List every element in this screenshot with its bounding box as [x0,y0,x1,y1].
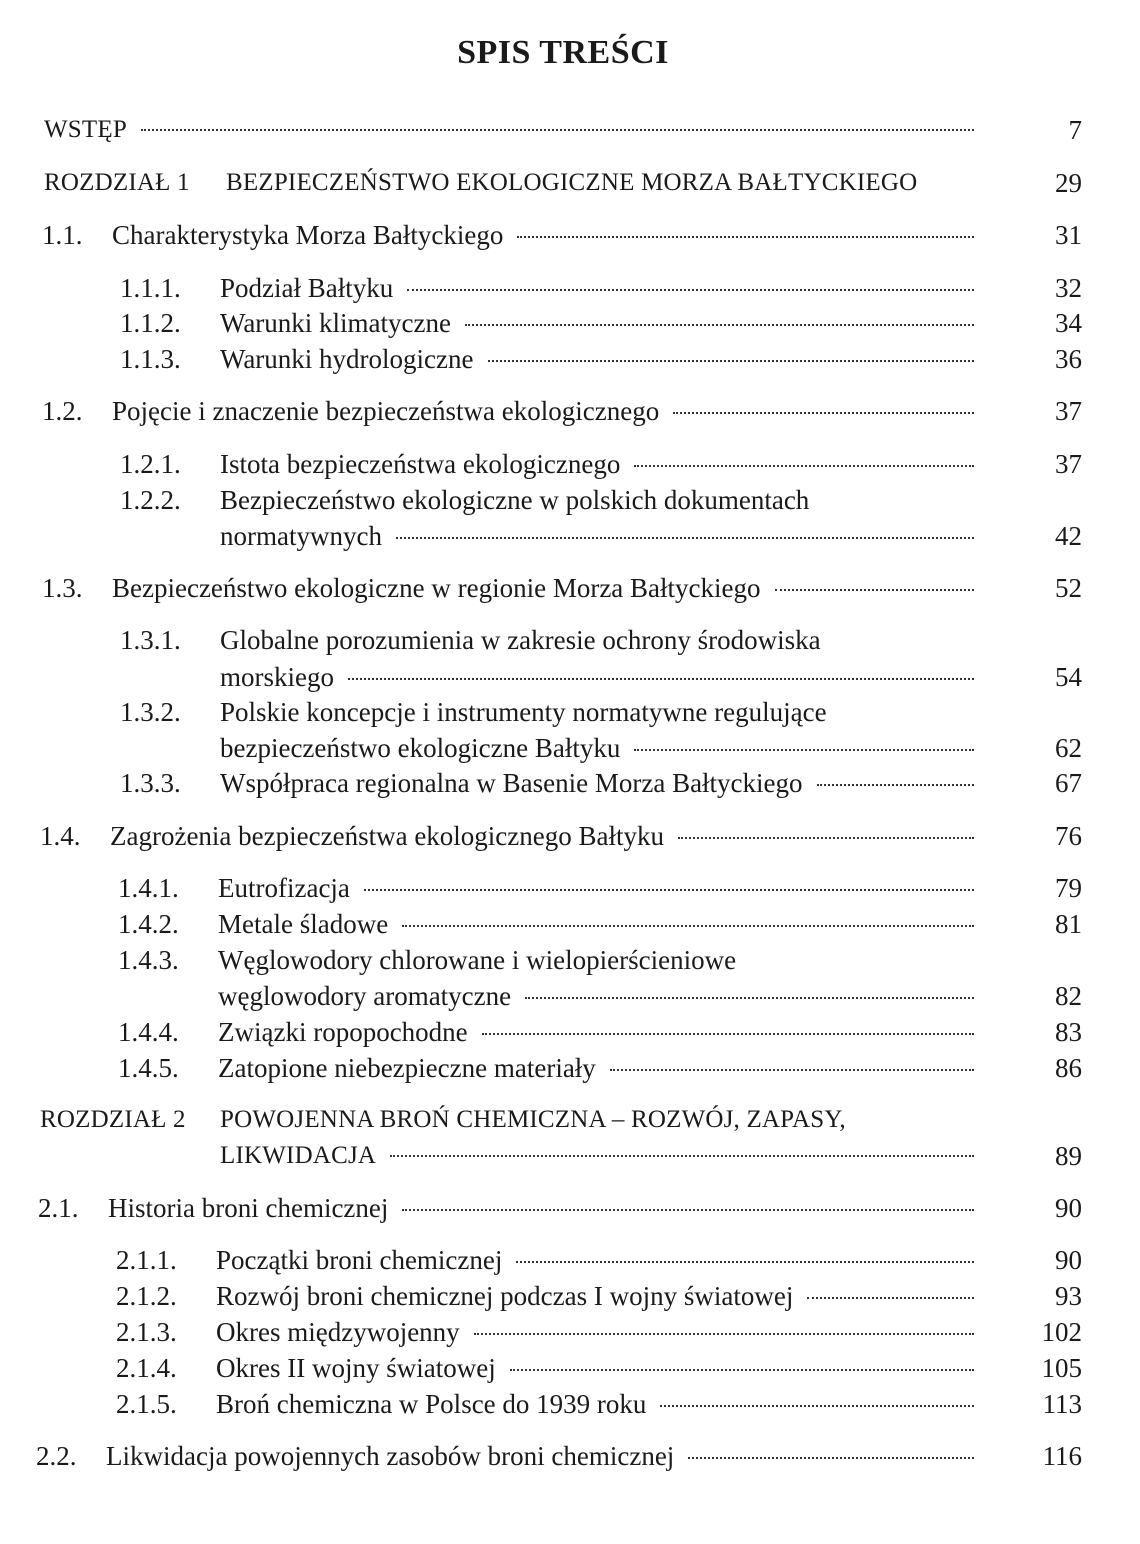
dot-leader [807,1297,974,1299]
dot-leader [525,997,974,999]
page-number: 90 [1055,1245,1082,1275]
page-number: 76 [1055,821,1082,851]
page-number: 37 [1055,449,1082,479]
dot-leader [673,412,974,414]
toc-entry-subsection[interactable] [120,694,982,730]
page-number: 67 [1055,768,1082,798]
dot-leader [517,236,974,238]
toc-entry-section[interactable] [36,1438,982,1474]
entry-text: Pojęcie i znaczenie bezpieczeństwa ekologicznego [112,396,660,426]
page-number: 31 [1055,220,1082,250]
page-number: 36 [1055,344,1082,374]
entry-text: Likwidacja powojennych zasobów broni chemicznej [106,1441,675,1471]
entry-number: 1.2. [42,396,83,426]
page-number: 105 [1041,1353,1082,1383]
toc-entry-subsection[interactable] [120,482,982,518]
page-number: 42 [1055,521,1082,551]
toc-entry-section[interactable] [42,393,982,429]
entry-number: 1.1. [42,220,83,250]
entry-text: Okres II wojny światowej [216,1353,496,1383]
dot-leader [610,1069,974,1071]
page-number: 54 [1055,662,1082,692]
entry-number: 1.1.1. [120,273,181,303]
toc-entry-subsection[interactable] [116,1314,982,1350]
entry-text-continued: węglowodory aromatyczne [218,981,512,1011]
entry-number: 1.2.1. [120,449,181,479]
toc-entry-subsection[interactable] [120,446,982,482]
entry-number: 1.2.2. [120,485,181,515]
entry-text: WSTĘP [44,116,127,143]
page-number: 81 [1055,909,1082,939]
entry-number: 2.1.4. [116,1353,177,1383]
entry-text: Warunki klimatyczne [220,308,451,338]
dot-leader [348,678,974,680]
entry-number: 2.1.3. [116,1317,177,1347]
toc-entry-subsection[interactable] [120,622,982,658]
entry-text: Broń chemiczna w Polsce do 1939 roku [216,1389,647,1419]
entry-text: BEZPIECZEŃSTWO EKOLOGICZNE MORZA BAŁTYCKIEGO [226,169,918,196]
dot-leader [488,360,975,362]
toc-entry-section[interactable] [42,570,982,606]
page-number: 79 [1055,873,1082,903]
dot-leader [402,1209,974,1211]
page-number: 29 [1055,168,1082,198]
toc-entry-chapter-2[interactable] [40,1102,982,1138]
toc-entry-continuation[interactable] [218,978,982,1014]
page-number: 83 [1055,1017,1082,1047]
page-number: 7 [1068,115,1082,145]
toc-entry-subsection[interactable] [120,270,982,306]
dot-leader [465,324,974,326]
toc-entry-continuation[interactable] [220,659,982,695]
toc-entry-subsection[interactable] [118,942,982,978]
dot-leader [775,589,974,591]
page-number: 52 [1055,573,1082,603]
toc-entry-continuation[interactable] [220,730,982,766]
dot-leader [516,1261,974,1263]
toc-entry-continuation[interactable] [220,1138,982,1174]
entry-text-continued: normatywnych [220,521,382,551]
toc-entry-subsection[interactable] [116,1386,982,1422]
dot-leader [474,1333,974,1335]
entry-text: Eutrofizacja [218,873,350,903]
dot-leader [678,837,974,839]
entry-text: Początki broni chemicznej [216,1245,503,1275]
entry-text: Okres międzywojenny [216,1317,460,1347]
dot-leader [390,1155,974,1157]
dot-leader [141,129,974,131]
entry-number: 1.4.4. [118,1017,179,1047]
dot-leader [510,1369,974,1371]
toc-entry-introduction[interactable] [44,112,982,148]
page-number: 116 [1042,1441,1082,1471]
page-number: 86 [1055,1053,1082,1083]
entry-number: 2.1. [38,1193,79,1223]
dot-leader [634,465,974,467]
entry-number: 1.4.2. [118,909,179,939]
toc-entry-subsection[interactable] [120,341,982,377]
dot-leader [688,1457,974,1459]
toc-entry-subsection[interactable] [116,1350,982,1386]
page-number: 34 [1055,308,1082,338]
dot-leader [482,1033,974,1035]
page-number: 32 [1055,273,1082,303]
entry-text: Podział Bałtyku [220,273,394,303]
page-title: SPIS TREŚCI [457,34,669,71]
entry-text: Rozwój broni chemicznej podczas I wojny światowej [216,1281,794,1311]
entry-text-continued: morskiego [220,662,334,692]
toc-entry-continuation[interactable] [220,518,982,554]
page-number: 113 [1042,1389,1082,1419]
toc-entry-subsection[interactable] [118,870,982,906]
entry-text-continued: LIKWIDACJA [220,1142,377,1169]
entry-text: Warunki hydrologiczne [220,344,474,374]
entry-text: Charakterystyka Morza Bałtyckiego [112,220,504,250]
toc-entry-subsection[interactable] [116,1242,982,1278]
page-number: 62 [1055,733,1082,763]
dot-leader [407,289,974,291]
entry-text: Współpraca regionalna w Basenie Morza Bałtyckiego [220,768,803,798]
toc-entry-chapter-1[interactable] [44,165,982,201]
entry-text: Bezpieczeństwo ekologiczne w polskich dokumentach [220,485,810,515]
entry-number: 1.3. [42,573,83,603]
toc-entry-subsection[interactable] [120,305,982,341]
page-number: 102 [1041,1317,1082,1347]
entry-text: Istota bezpieczeństwa ekologicznego [220,449,621,479]
page-number: 90 [1055,1193,1082,1223]
toc-entry-subsection[interactable] [116,1278,982,1314]
entry-number: 1.1.3. [120,344,181,374]
entry-text: POWOJENNA BROŃ CHEMICZNA – ROZWÓJ, ZAPASY, [220,1106,846,1133]
entry-text: Węglowodory chlorowane i wielopierścieniowe [218,945,737,975]
entry-number: 1.4. [40,821,81,851]
entry-number: 1.4.1. [118,873,179,903]
dot-leader [396,537,974,539]
entry-number: 1.3.2. [120,697,181,727]
entry-number: 2.1.5. [116,1389,177,1419]
entry-text: Metale śladowe [218,909,389,939]
dot-leader [660,1405,974,1407]
dot-leader [634,749,974,751]
entry-number: 1.4.3. [118,945,179,975]
entry-text-continued: bezpieczeństwo ekologiczne Bałtyku [220,733,621,763]
entry-text: Zagrożenia bezpieczeństwa ekologicznego Bałtyku [110,821,665,851]
entry-number: 1.3.3. [120,768,181,798]
entry-text: Bezpieczeństwo ekologiczne w regionie Morza Bałtyckiego [112,573,761,603]
entry-number: 1.3.1. [120,625,181,655]
page-number: 82 [1055,981,1082,1011]
entry-number: ROZDZIAŁ 1 [44,169,190,196]
entry-text: Globalne porozumienia w zakresie ochrony środowiska [220,625,821,655]
toc-entry-subsection[interactable] [118,906,982,942]
entry-text: Historia broni chemicznej [108,1193,389,1223]
page-number: 93 [1055,1281,1082,1311]
page-number: 89 [1055,1141,1082,1171]
toc-entry-subsection[interactable] [120,765,982,801]
toc-entry-section[interactable] [42,217,982,253]
entry-text: Związki ropopochodne [218,1017,468,1047]
entry-text: Zatopione niebezpieczne materiały [218,1053,596,1083]
entry-number: 2.1.2. [116,1281,177,1311]
entry-number: ROZDZIAŁ 2 [40,1106,186,1133]
dot-leader [817,784,974,786]
dot-leader [402,925,974,927]
entry-number: 1.4.5. [118,1053,179,1083]
entry-number: 1.1.2. [120,308,181,338]
entry-number: 2.2. [36,1441,77,1471]
toc-entry-section[interactable] [40,818,982,854]
toc-entry-subsection[interactable] [118,1014,982,1050]
toc-entry-subsection[interactable] [118,1050,982,1086]
toc-entry-section[interactable] [38,1190,982,1226]
entry-number: 2.1.1. [116,1245,177,1275]
entry-text: Polskie koncepcje i instrumenty normatywne regulujące [220,697,827,727]
dot-leader [364,889,974,891]
page-number: 37 [1055,396,1082,426]
